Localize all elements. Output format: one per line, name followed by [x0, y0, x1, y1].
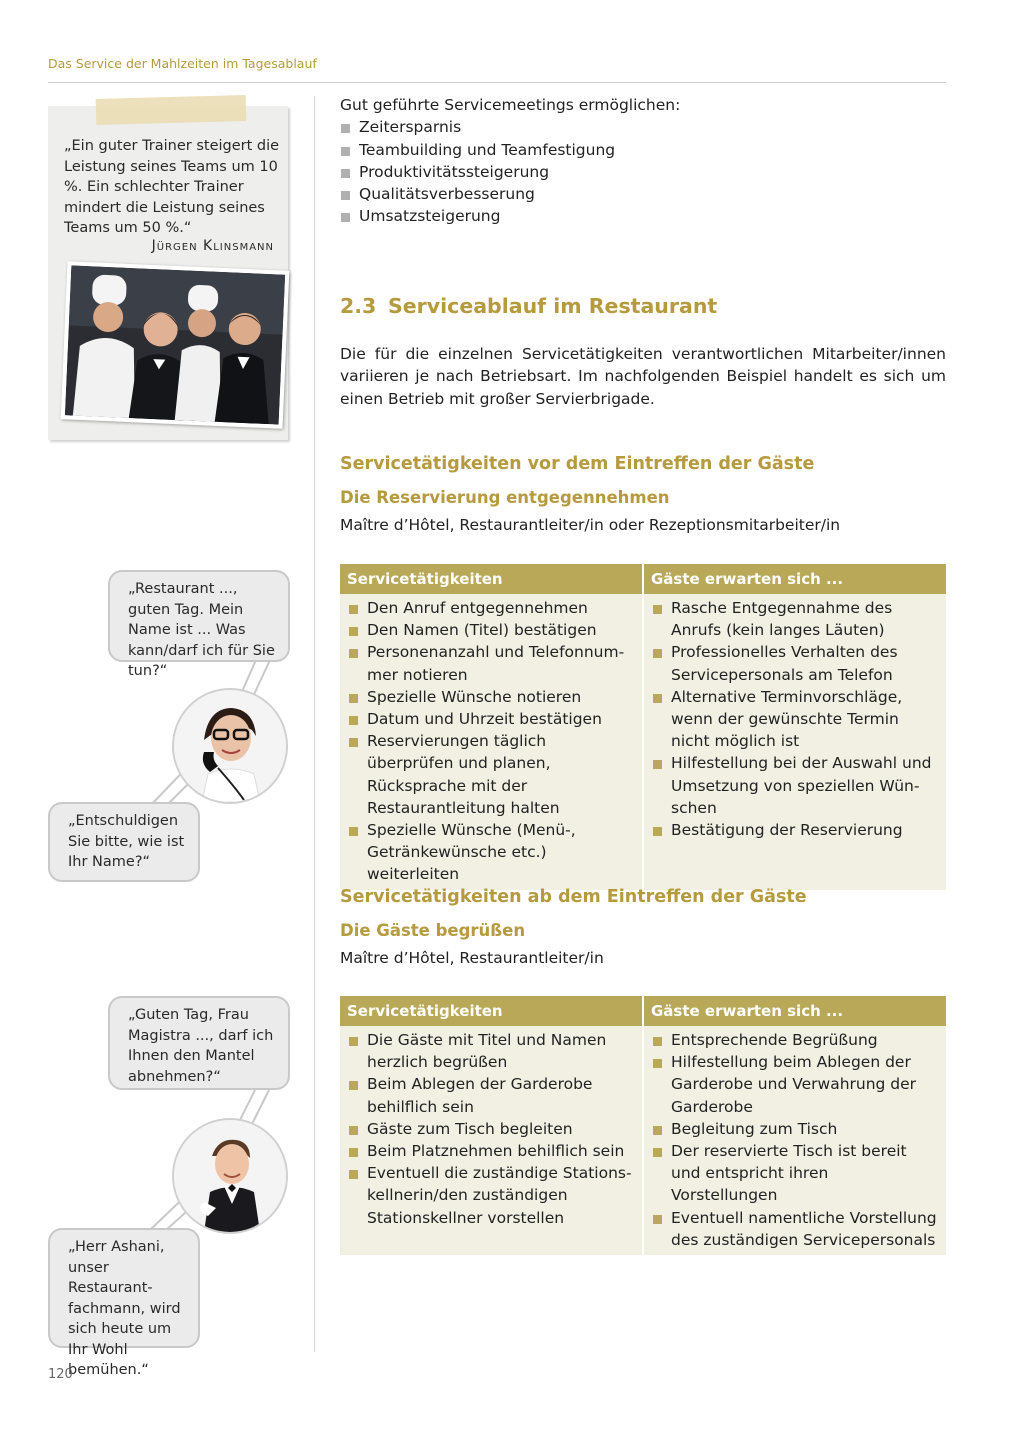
- speech-bubble-coat: „Guten Tag, Frau Magistra ..., darf ich Ihnen den Mantel abnehmen?“: [108, 996, 290, 1090]
- table-header-row: [340, 996, 946, 1026]
- section-heading: [340, 294, 946, 318]
- list-item: Spezielle Wünsche notieren: [347, 686, 635, 708]
- tape-strip: [96, 95, 247, 125]
- column-header: Gäste erwarten sich ...: [643, 996, 946, 1026]
- column-divider: [314, 96, 315, 1352]
- list-item: Den Anruf entgegennehmen: [347, 597, 635, 619]
- list-item: Die Gäste mit Titel und Namen herzlich begrüßen: [347, 1029, 635, 1073]
- list-item: Eventuell die zuständige Stationskellnerin/den zuständigen Stationskellner vorstellen: [347, 1162, 635, 1229]
- list-item: Professionelles Verhalten des Servicepersonals am Telefon: [651, 641, 939, 685]
- list-item: Beim Ablegen der Garderobe behilflich sein: [347, 1073, 635, 1117]
- intro-lead: Gut geführte Servicemeetings ermöglichen:: [340, 96, 681, 114]
- team-photo-illustration: [65, 265, 285, 424]
- speech-bubble-ask-name: „Entschuldigen Sie bitte, wie ist Ihr Name?“: [48, 802, 200, 882]
- quote-text: „Ein guter Trainer steigert die Leistung seines Teams um 10 %. Ein schlechter Trainer mindert die Leistung seines Teams um 50 %.“: [64, 138, 280, 236]
- list-item: Datum und Uhrzeit bestätigen: [347, 708, 635, 730]
- speech-bubble-introduce-server: „Herr Ashani, unser Restaurantfachmann, wird sich heute um Ihr Wohl bemühen.“: [48, 1228, 200, 1348]
- column-header: Servicetätigkeiten: [340, 564, 643, 594]
- header-rule: [48, 82, 946, 83]
- list-item: Reservierungen täglich überprüfen und planen, Rücksprache mit der Restaurantleitung halten: [347, 730, 635, 819]
- block-subheading: Die Gäste begrüßen: [340, 921, 526, 940]
- list-item: Gäste zum Tisch begleiten: [347, 1118, 635, 1140]
- section-number: 2.3: [340, 294, 377, 318]
- list-item: Zeitersparnis: [340, 116, 946, 138]
- list-item: Personenanzahl und Telefonnummer notieren: [347, 641, 635, 685]
- list-item: Umsatzsteigerung: [340, 205, 946, 227]
- table-cell: [340, 1026, 643, 1255]
- block-subheading: Die Reservierung entgegennehmen: [340, 488, 670, 507]
- table-header-row: [340, 564, 946, 594]
- table-cell: [643, 1026, 946, 1255]
- list-item: Qualitätsverbesserung: [340, 183, 946, 205]
- receptionist-illustration: [174, 690, 286, 802]
- column-header: Gäste erwarten sich ...: [643, 564, 946, 594]
- table-row: [340, 1026, 946, 1255]
- table-cell: [643, 594, 946, 890]
- block-heading: Servicetätigkeiten ab dem Eintreffen der Gäste: [340, 887, 807, 907]
- block-roles: Maître d’Hôtel, Restaurantleiter/in oder Rezeptionsmitarbeiter/in: [340, 516, 841, 534]
- list-item: Hilfestellung beim Ablegen der Garderobe und Verwahrung der Garderobe: [651, 1051, 939, 1118]
- section-title: Serviceablauf im Restaurant: [388, 294, 718, 318]
- block-heading: Servicetätigkeiten vor dem Eintreffen der Gäste: [340, 454, 815, 474]
- list-item: Beim Platznehmen behilflich sein: [347, 1140, 635, 1162]
- block-roles: Maître d’Hôtel, Restaurantleiter/in: [340, 949, 604, 967]
- team-photo: [61, 261, 290, 429]
- list-item: Bestätigung der Reservierung: [651, 819, 939, 841]
- waiter-avatar: [172, 1118, 288, 1234]
- list-item: Alternative Terminvorschläge, wenn der gewünschte Termin nicht möglich ist: [651, 686, 939, 753]
- page-number: 120: [48, 1367, 73, 1382]
- list-item: Spezielle Wünsche (Menü-, Getränkewünsche etc.) weiterleiten: [347, 819, 635, 886]
- waiter-illustration: [174, 1120, 286, 1232]
- list-item: Teambuilding und Teamfestigung: [340, 139, 946, 161]
- receptionist-avatar: [172, 688, 288, 804]
- list-item: Eventuell namentliche Vorstellung des zuständigen Servicepersonals: [651, 1207, 939, 1251]
- list-item: Entsprechende Begrüßung: [651, 1029, 939, 1051]
- list-item: Hilfestellung bei der Auswahl und Umsetzung von speziellen Wünschen: [651, 752, 939, 819]
- speech-bubble-greeting-phone: „Restaurant ..., guten Tag. Mein Name ist ... Was kann/darf ich für Sie tun?“: [108, 570, 290, 662]
- service-table-greeting: [340, 996, 946, 1255]
- list-item: Produktivitätssteigerung: [340, 161, 946, 183]
- table-row: [340, 594, 946, 890]
- table-cell: [340, 594, 643, 890]
- list-item: Den Namen (Titel) bestätigen: [347, 619, 635, 641]
- running-head: Das Service der Mahlzeiten im Tagesablauf: [48, 56, 317, 71]
- intro-list: [340, 116, 946, 227]
- list-item: Der reservierte Tisch ist bereit und entspricht ihren Vorstellungen: [651, 1140, 939, 1207]
- section-paragraph: Die für die einzelnen Servicetätigkeiten verantwortlichen Mitarbeiter/innen variieren je nach Betriebsart. Im nachfolgenden Beispiel handelt es sich um einen Betrieb mit großer Servierbrigade.: [340, 345, 946, 408]
- intro-section: [340, 94, 946, 228]
- column-header: Servicetätigkeiten: [340, 996, 643, 1026]
- service-table-reservation: [340, 564, 946, 890]
- quote-author: Jürgen Klinsmann: [151, 238, 274, 254]
- list-item: Begleitung zum Tisch: [651, 1118, 939, 1140]
- list-item: Rasche Entgegennahme des Anrufs (kein langes Läuten): [651, 597, 939, 641]
